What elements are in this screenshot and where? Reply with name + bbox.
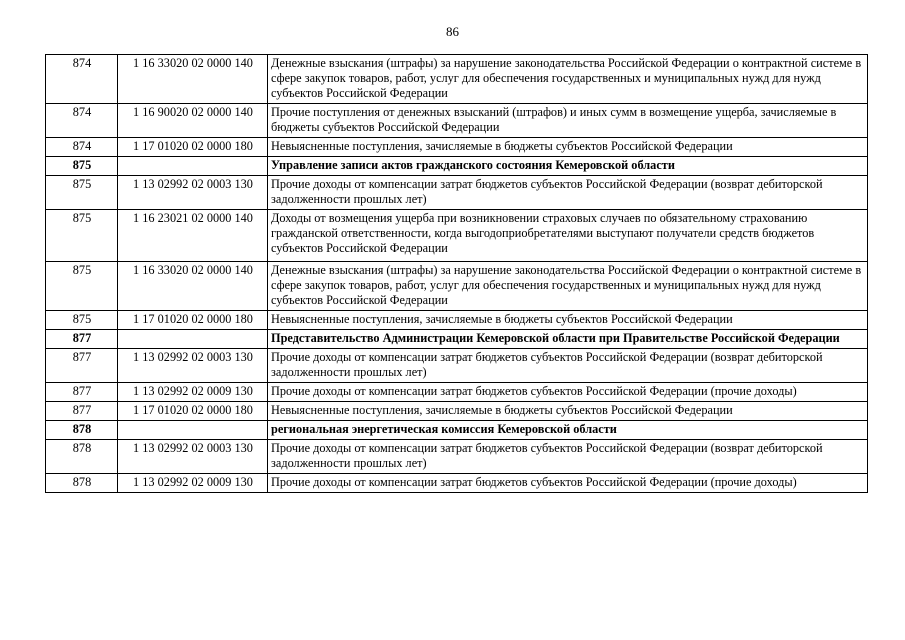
budget-code-cell: 1 13 02992 02 0003 130 bbox=[118, 440, 268, 474]
administrator-header-row bbox=[46, 421, 868, 440]
table-row bbox=[46, 104, 868, 138]
administrator-name-cell: региональная энергетическая комиссия Кемеровской области bbox=[268, 421, 868, 440]
budget-code-cell: 1 16 90020 02 0000 140 bbox=[118, 104, 268, 138]
budget-code-cell bbox=[118, 157, 268, 176]
table-row bbox=[46, 311, 868, 330]
table-row bbox=[46, 55, 868, 104]
table-row bbox=[46, 383, 868, 402]
table-row bbox=[46, 474, 868, 493]
page-number: 86 bbox=[446, 24, 459, 39]
revenue-name-cell: Прочие доходы от компенсации затрат бюджетов субъектов Российской Федерации (возврат дебиторской задолженности прошлых лет) bbox=[268, 349, 868, 383]
revenue-name-cell: Прочие доходы от компенсации затрат бюджетов субъектов Российской Федерации (прочие доходы) bbox=[268, 474, 868, 493]
admin-code-cell: 874 bbox=[46, 138, 118, 157]
budget-code-cell: 1 13 02992 02 0009 130 bbox=[118, 474, 268, 493]
revenue-name-cell: Денежные взыскания (штрафы) за нарушение законодательства Российской Федерации о контрактной системе в сфере закупок товаров, работ, услуг для обеспечения государственных и муниципальных нужд для нужд субъектов Российской Федерации bbox=[268, 55, 868, 104]
administrator-header-row bbox=[46, 330, 868, 349]
revenue-name-cell: Невыясненные поступления, зачисляемые в бюджеты субъектов Российской Федерации bbox=[268, 402, 868, 421]
revenue-name-cell: Доходы от возмещения ущерба при возникновении страховых случаев по обязательному страхованию гражданской ответственности, когда выгодоприобретателями выступают получатели средств бюджетов субъектов Российской Федерации bbox=[268, 210, 868, 262]
admin-code-cell: 877 bbox=[46, 330, 118, 349]
budget-code-cell bbox=[118, 330, 268, 349]
administrator-name-cell: Управление записи актов гражданского состояния Кемеровской области bbox=[268, 157, 868, 176]
budget-code-cell: 1 13 02992 02 0009 130 bbox=[118, 383, 268, 402]
revenue-name-cell: Прочие доходы от компенсации затрат бюджетов субъектов Российской Федерации (возврат дебиторской задолженности прошлых лет) bbox=[268, 176, 868, 210]
table-row bbox=[46, 349, 868, 383]
revenue-name-cell: Невыясненные поступления, зачисляемые в бюджеты субъектов Российской Федерации bbox=[268, 138, 868, 157]
revenue-classification-table bbox=[45, 54, 868, 493]
table-row bbox=[46, 210, 868, 262]
table-row bbox=[46, 262, 868, 311]
revenue-name-cell: Прочие доходы от компенсации затрат бюджетов субъектов Российской Федерации (прочие доходы) bbox=[268, 383, 868, 402]
admin-code-cell: 875 bbox=[46, 157, 118, 176]
admin-code-cell: 878 bbox=[46, 474, 118, 493]
administrator-header-row bbox=[46, 157, 868, 176]
budget-code-cell: 1 17 01020 02 0000 180 bbox=[118, 311, 268, 330]
budget-code-cell: 1 16 23021 02 0000 140 bbox=[118, 210, 268, 262]
revenue-name-cell: Невыясненные поступления, зачисляемые в бюджеты субъектов Российской Федерации bbox=[268, 311, 868, 330]
table-row bbox=[46, 176, 868, 210]
admin-code-cell: 878 bbox=[46, 421, 118, 440]
budget-code-cell: 1 16 33020 02 0000 140 bbox=[118, 262, 268, 311]
table-row bbox=[46, 402, 868, 421]
revenue-name-cell: Денежные взыскания (штрафы) за нарушение законодательства Российской Федерации о контрактной системе в сфере закупок товаров, работ, услуг для обеспечения государственных и муниципальных нужд для нужд субъектов Российской Федерации bbox=[268, 262, 868, 311]
table-row bbox=[46, 440, 868, 474]
admin-code-cell: 875 bbox=[46, 176, 118, 210]
budget-code-cell: 1 16 33020 02 0000 140 bbox=[118, 55, 268, 104]
admin-code-cell: 877 bbox=[46, 402, 118, 421]
budget-code-cell: 1 17 01020 02 0000 180 bbox=[118, 138, 268, 157]
revenue-name-cell: Прочие поступления от денежных взысканий (штрафов) и иных сумм в возмещение ущерба, зачисляемые в бюджеты субъектов Российской Федерации bbox=[268, 104, 868, 138]
admin-code-cell: 874 bbox=[46, 55, 118, 104]
revenue-name-cell: Прочие доходы от компенсации затрат бюджетов субъектов Российской Федерации (возврат дебиторской задолженности прошлых лет) bbox=[268, 440, 868, 474]
admin-code-cell: 875 bbox=[46, 210, 118, 262]
admin-code-cell: 875 bbox=[46, 311, 118, 330]
budget-code-cell: 1 13 02992 02 0003 130 bbox=[118, 349, 268, 383]
admin-code-cell: 877 bbox=[46, 349, 118, 383]
admin-code-cell: 874 bbox=[46, 104, 118, 138]
budget-code-cell: 1 13 02992 02 0003 130 bbox=[118, 176, 268, 210]
table-row bbox=[46, 138, 868, 157]
budget-code-cell: 1 17 01020 02 0000 180 bbox=[118, 402, 268, 421]
admin-code-cell: 875 bbox=[46, 262, 118, 311]
admin-code-cell: 877 bbox=[46, 383, 118, 402]
administrator-name-cell: Представительство Администрации Кемеровской области при Правительстве Российской Федерации bbox=[268, 330, 868, 349]
admin-code-cell: 878 bbox=[46, 440, 118, 474]
budget-code-cell bbox=[118, 421, 268, 440]
